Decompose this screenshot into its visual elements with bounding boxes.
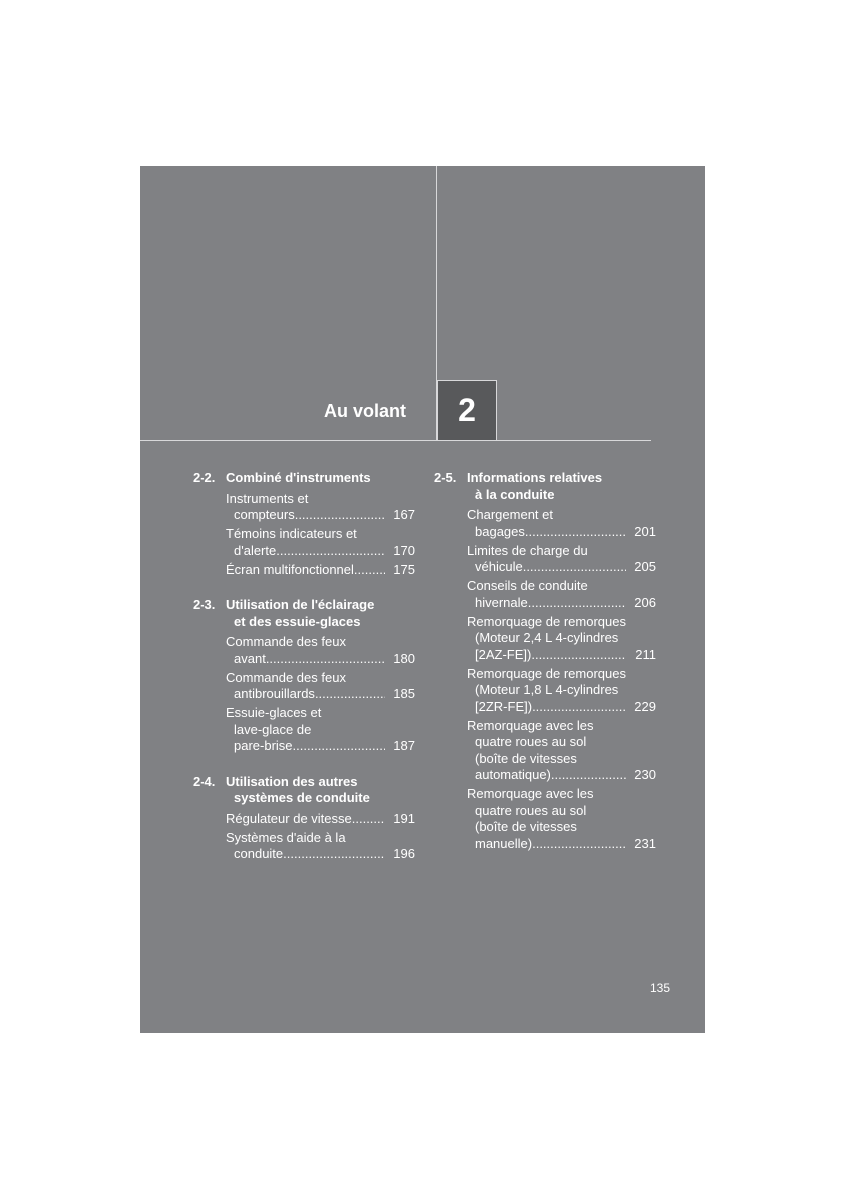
toc-page-number: 170 xyxy=(393,542,415,558)
toc-entry-row xyxy=(226,651,415,668)
toc-page-number: 167 xyxy=(393,507,415,522)
toc-right-column xyxy=(434,470,656,871)
toc-entry-text: Instruments et xyxy=(226,490,309,506)
section-items xyxy=(193,491,415,579)
toc-entry-text: quatre roues au sol xyxy=(475,802,587,818)
toc-page-number: 187 xyxy=(393,738,415,753)
toc-entry-text: Commande des feux xyxy=(226,634,346,649)
toc-entry[interactable] xyxy=(467,578,656,611)
toc-section xyxy=(193,774,415,863)
toc-entry-text: conduite xyxy=(234,846,284,861)
toc-entry[interactable] xyxy=(226,562,415,579)
section-title xyxy=(226,774,415,807)
toc-entry-row xyxy=(226,543,415,560)
toc-section xyxy=(193,597,415,755)
toc-section xyxy=(193,470,415,578)
section-heading xyxy=(193,470,415,487)
chapter-title: Au volant xyxy=(323,401,406,421)
toc-page-number: 211 xyxy=(635,646,656,662)
toc-entry-text: [2AZ-FE]) xyxy=(475,646,532,662)
toc-entry-text: lave-glace de xyxy=(234,721,312,737)
toc-entry[interactable] xyxy=(226,491,415,524)
section-title-line: à la conduite xyxy=(475,486,555,502)
toc-entry-text: Limites de charge du xyxy=(467,542,588,558)
toc-entry-row xyxy=(467,647,656,664)
toc-entry[interactable] xyxy=(467,666,656,716)
toc-entry-text: avant xyxy=(234,650,266,666)
toc-entry[interactable] xyxy=(226,634,415,667)
toc-entry-text: bagages xyxy=(475,523,525,539)
toc-entry-row xyxy=(226,562,415,579)
toc-page-number: 231 xyxy=(634,835,656,851)
section-title xyxy=(226,470,415,487)
toc-page-number: 175 xyxy=(393,561,415,577)
toc-entry[interactable] xyxy=(467,614,656,664)
toc-page-number: 230 xyxy=(634,767,656,782)
toc-entry-text: automatique) xyxy=(475,767,551,782)
toc-entry-row xyxy=(467,595,656,612)
section-number: 2-2. xyxy=(193,470,216,485)
section-number: 2-4. xyxy=(193,773,216,789)
toc-entry-text: Essuie-glaces et xyxy=(226,705,322,720)
section-title-line: systèmes de conduite xyxy=(234,790,370,805)
toc-entry-text: Régulateur de vitesse xyxy=(226,810,352,826)
section-items xyxy=(434,507,656,852)
dot-leader xyxy=(276,543,385,560)
toc-entry-text: Remorquage avec les xyxy=(467,717,594,733)
section-heading xyxy=(193,597,415,630)
toc-entry[interactable] xyxy=(467,718,656,784)
toc-page-number: 206 xyxy=(634,594,656,610)
chapter-number-box xyxy=(437,380,497,440)
toc-entry[interactable] xyxy=(467,507,656,540)
dot-leader xyxy=(354,562,385,579)
dot-leader xyxy=(295,507,385,524)
toc-entry-row xyxy=(467,559,656,576)
toc-entry-text: manuelle) xyxy=(475,835,533,851)
toc-entry-text: [2ZR-FE]) xyxy=(475,698,533,714)
toc-entry-text: (Moteur 1,8 L 4-cylindres xyxy=(475,682,619,697)
toc-page-number: 205 xyxy=(634,559,656,574)
dot-leader xyxy=(532,699,626,716)
section-heading xyxy=(193,774,415,807)
toc-entry-row xyxy=(467,524,656,541)
chapter-number: 2 xyxy=(458,392,476,428)
dot-leader xyxy=(293,738,385,755)
toc-entry-text: hivernale xyxy=(475,594,528,610)
toc-entry-text: (Moteur 2,4 L 4-cylindres xyxy=(475,630,619,645)
dot-leader xyxy=(528,595,626,612)
toc-entry[interactable] xyxy=(226,526,415,559)
section-title-line: Combiné d'instruments xyxy=(226,470,371,485)
toc-entry-row xyxy=(467,699,656,716)
section-items xyxy=(193,634,415,755)
toc-section xyxy=(434,470,656,852)
toc-entry-text: (boîte de vitesses xyxy=(475,819,577,834)
toc-entry[interactable] xyxy=(226,830,415,863)
toc-entry-row xyxy=(226,686,415,703)
toc-entry-text: compteurs xyxy=(234,507,295,522)
toc-entry-text: Conseils de conduite xyxy=(467,578,588,593)
toc-entry-text: Remorquage de remorques xyxy=(467,613,626,629)
toc-page-number: 229 xyxy=(634,698,656,714)
toc-entry-text: Commande des feux xyxy=(226,669,346,685)
section-number: 2-5. xyxy=(434,470,457,485)
dot-leader xyxy=(532,836,626,853)
toc-entry[interactable] xyxy=(226,705,415,755)
toc-entry-row xyxy=(226,507,415,524)
section-title-line: Informations relatives xyxy=(467,470,603,485)
toc-entry-row xyxy=(226,846,415,863)
section-items xyxy=(193,811,415,863)
toc-entry-row xyxy=(226,811,415,828)
toc-entry-text: quatre roues au sol xyxy=(475,734,587,749)
section-title xyxy=(226,597,415,630)
toc-entry-text: Écran multifonctionnel xyxy=(226,561,354,577)
dot-leader xyxy=(266,651,385,668)
toc-page-number: 196 xyxy=(393,846,415,861)
toc-entry-text: antibrouillards xyxy=(234,686,315,701)
section-title xyxy=(467,470,656,503)
dot-leader xyxy=(283,846,385,863)
toc-entry[interactable] xyxy=(467,543,656,576)
toc-entry-text: Témoins indicateurs et xyxy=(226,526,357,541)
toc-entry-text: (boîte de vitesses xyxy=(475,750,577,766)
dot-leader xyxy=(523,559,626,576)
dot-leader xyxy=(531,647,626,664)
section-title-line: Utilisation des autres xyxy=(226,773,358,789)
section-title-line: et des essuie-glaces xyxy=(234,613,361,629)
toc-page-number: 201 xyxy=(634,523,656,539)
dot-leader xyxy=(525,524,626,541)
toc-entry-row xyxy=(467,836,656,853)
section-number: 2-3. xyxy=(193,597,216,612)
toc-entry-text: d'alerte xyxy=(234,542,277,558)
section-title-line: Utilisation de l'éclairage xyxy=(226,597,375,612)
toc-entry-text: Remorquage de remorques xyxy=(467,665,626,681)
section-heading xyxy=(434,470,656,503)
dot-leader xyxy=(315,686,385,703)
dot-leader xyxy=(551,767,626,784)
toc-entry-row xyxy=(467,767,656,784)
toc-entry-text: pare-brise xyxy=(234,738,293,753)
toc-entry-text: véhicule xyxy=(475,559,523,574)
toc-left-column xyxy=(193,470,415,882)
toc-page-number: 185 xyxy=(393,686,415,701)
page-number: 135 xyxy=(649,981,670,995)
toc-entry-row xyxy=(226,738,415,755)
toc-page-number: 191 xyxy=(393,810,415,826)
toc-entry-text: Chargement et xyxy=(467,507,553,522)
dot-leader xyxy=(352,811,385,828)
toc-page-number: 180 xyxy=(393,650,415,666)
toc-entry[interactable] xyxy=(226,811,415,828)
toc-entry-text: Remorquage avec les xyxy=(467,786,594,801)
toc-entry[interactable] xyxy=(226,670,415,703)
toc-entry[interactable] xyxy=(467,786,656,852)
toc-entry-text: Systèmes d'aide à la xyxy=(226,829,346,845)
horizontal-rule xyxy=(140,440,651,441)
